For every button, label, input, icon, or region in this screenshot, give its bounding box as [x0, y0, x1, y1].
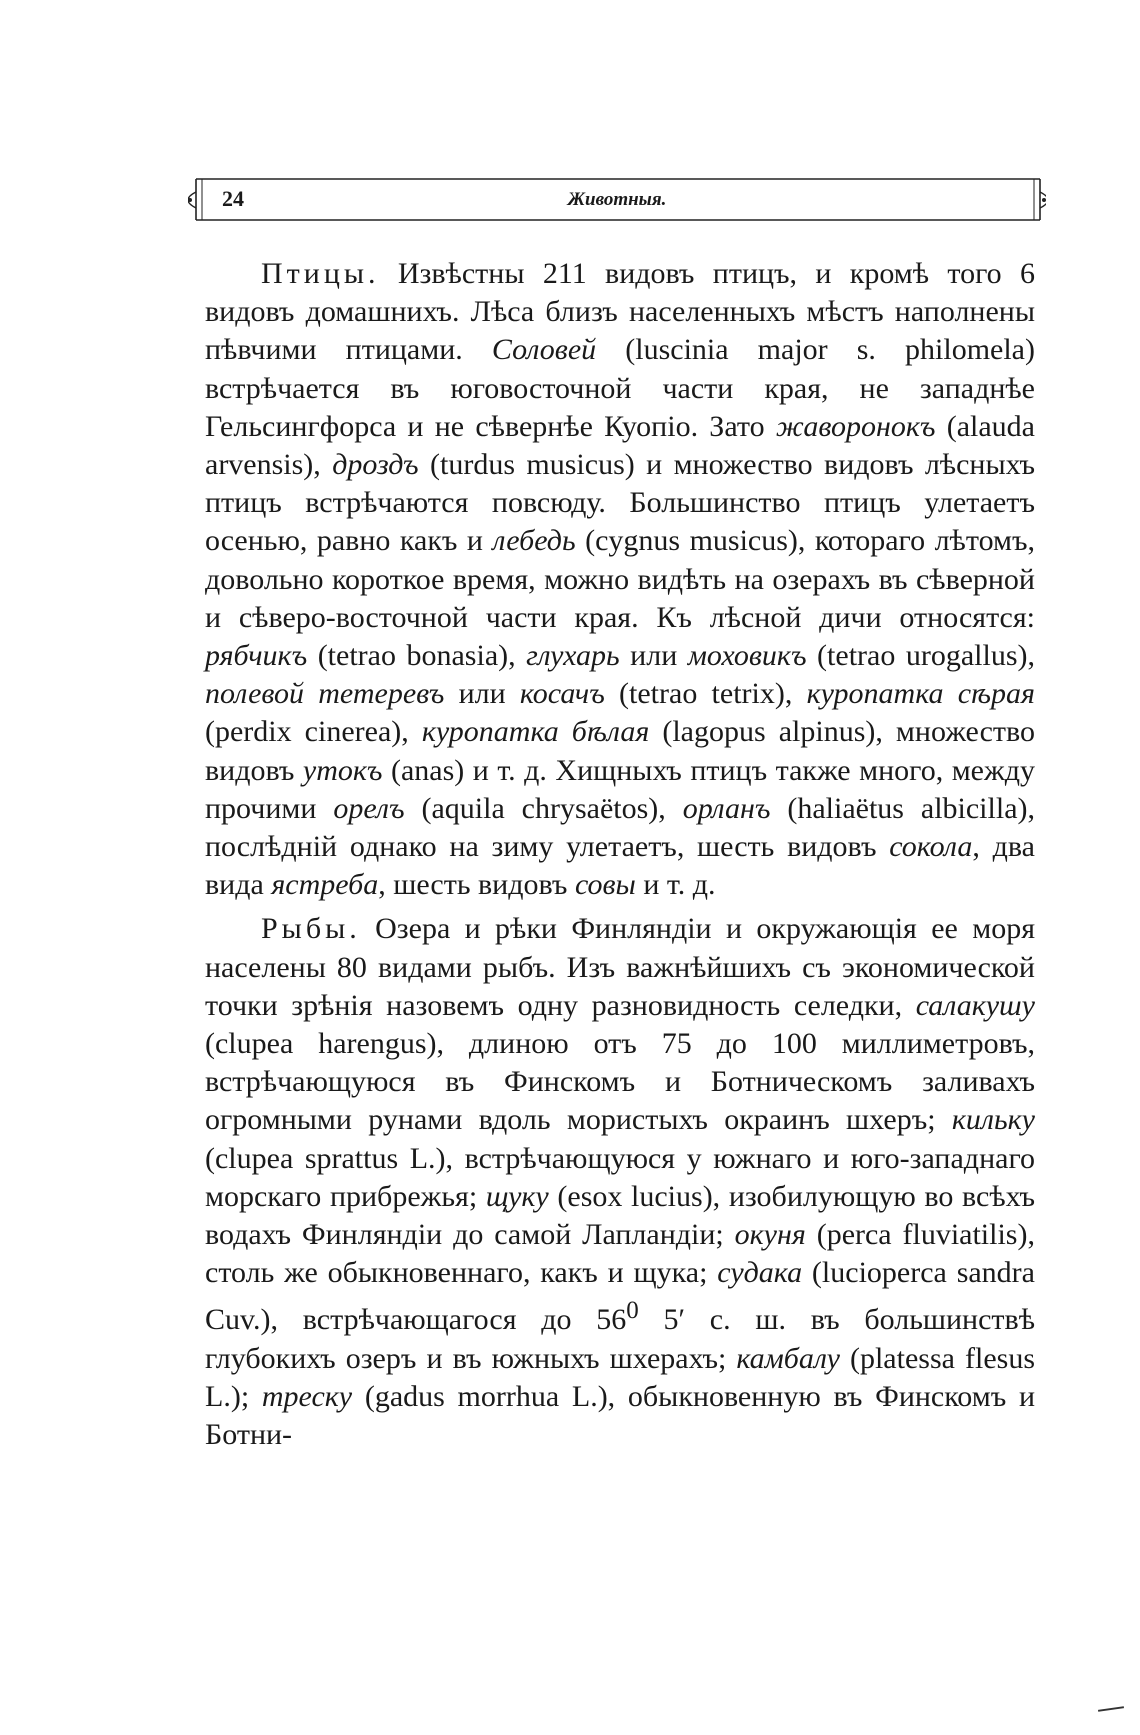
page-number: 24: [222, 186, 244, 211]
text-run: или: [444, 677, 520, 711]
text-run: (aquila chrysaëtos),: [404, 791, 683, 825]
italic-term: куропатка сѣрая: [806, 677, 1035, 711]
italic-term: окуня: [734, 1218, 806, 1252]
text-run: (tetrao bonasia),: [307, 639, 527, 673]
italic-term: кильку: [951, 1103, 1035, 1137]
italic-term: дроздъ: [332, 448, 419, 482]
text-run: Озера и рѣки Финляндіи и окружающія ее моря населены 80 видами рыбъ. Изъ важнѣйшихъ съ экономической точки зрѣнія назовемъ одну разновидность селедки,: [205, 912, 1035, 1022]
body-text: [205, 255, 1035, 1454]
italic-term: моховикъ: [687, 639, 807, 673]
text-run: (turdus musicus) и множество видовъ лѣсныхъ птицъ встрѣчаются повсюду. Большинство птицъ улетаетъ осенью, равно какъ и: [205, 448, 1035, 558]
italic-term: глухарь: [526, 639, 620, 673]
text-run: и т. д.: [635, 868, 716, 902]
text-run: 5′ с. ш. въ большинствѣ глубокихъ озеръ и въ южныхъ шхерахъ;: [205, 1303, 1035, 1375]
italic-term: орелъ: [333, 791, 405, 825]
italic-term: треску: [261, 1379, 353, 1413]
running-title: Животныя.: [567, 189, 667, 210]
text-run: (cygnus musicus), котораго лѣтомъ, довольно короткое время, можно видѣть на озерахъ въ сѣверной и сѣверо-восточной части края. Къ лѣсной дичи относятся:: [205, 524, 1035, 634]
italic-term: полевой тетеревъ: [205, 677, 445, 711]
run-in-heading: Птицы.: [261, 257, 380, 290]
italic-term: салакушу: [915, 988, 1035, 1022]
text-run: Извѣстны 211 видовъ птицъ, и кромѣ того 6 видовъ домашнихъ. Лѣса близъ населенныхъ мѣстъ наполнены пѣвчими птицами.: [205, 257, 1035, 367]
text-run: (esox lucius), изобилующую во всѣхъ водахъ Финляндіи до самой Лапландіи;: [205, 1179, 1035, 1252]
italic-term: лебедь: [492, 524, 576, 558]
italic-term: щуку: [485, 1179, 549, 1213]
text-run: (perca fluviatilis), столь же обыкновеннаго, какъ и щука;: [205, 1218, 1035, 1290]
italic-term: судака: [717, 1256, 803, 1290]
run-in-heading: Рыбы.: [261, 912, 361, 946]
page-header: [188, 178, 1046, 222]
italic-term: утокъ: [302, 753, 383, 787]
italic-term: рябчикъ: [205, 639, 308, 673]
text-run: или: [619, 639, 688, 673]
text-run: (clupea sprattus L.), встрѣчающуюся у южнаго и юго-западнаго морскаго прибрежья;: [205, 1141, 1035, 1213]
text-run: (luscinia major s. philomela) встрѣчается въ юговосточной части края, не западнѣе Гельсингфорса и не сѣвернѣе Куопіо. Зато: [205, 333, 1035, 443]
text-run: (tetrao urogallus),: [806, 639, 1035, 673]
italic-term: сокола: [889, 830, 973, 864]
text-run: (perdix cinerea),: [205, 715, 422, 749]
paragraph-fish: [205, 910, 1035, 1454]
italic-term: камбалу: [736, 1341, 840, 1375]
italic-term: ястреба: [271, 868, 379, 902]
italic-term: косачъ: [519, 677, 605, 711]
text-run: (lagopus alpinus), множество видовъ: [205, 715, 1035, 787]
text-run: (haliaëtus albicilla), послѣдній однако на зиму улетаетъ, шесть видовъ: [205, 791, 1035, 864]
text-run: (tetrao tetrix),: [604, 677, 807, 711]
paragraph-birds: [205, 255, 1035, 904]
scan-mark: [1098, 1706, 1124, 1712]
italic-term: орланъ: [682, 791, 771, 825]
italic-term: Соловей: [491, 333, 597, 367]
text-run: , два вида: [205, 830, 1035, 902]
text-run: (alauda arvensis),: [205, 409, 1035, 482]
text-run: (platessa flesus L.);: [205, 1341, 1035, 1413]
text-run: (gadus morrhua L.), обыкновенную въ Финскомъ и Ботни-: [205, 1379, 1035, 1452]
text-run: (lucioperca sandra Cuv.), встрѣчающагося до 56: [205, 1256, 1035, 1337]
italic-term: совы: [574, 868, 636, 902]
text-run: (anas) и т. д. Хищныхъ птицъ также много, между прочими: [205, 753, 1035, 825]
italic-term: жаворонокъ: [775, 409, 936, 443]
text-run: , шесть видовъ: [378, 868, 575, 902]
text-run: (clupea harengus), длиною отъ 75 до 100 миллиметровъ, встрѣчающуюся въ Финскомъ и Ботническомъ заливахъ огромными рунами вдоль мористыхъ окраинъ шхеръ;: [205, 1027, 1035, 1137]
degree-superscript: 0: [626, 1297, 639, 1325]
italic-term: куропатка бѣлая: [421, 715, 650, 749]
